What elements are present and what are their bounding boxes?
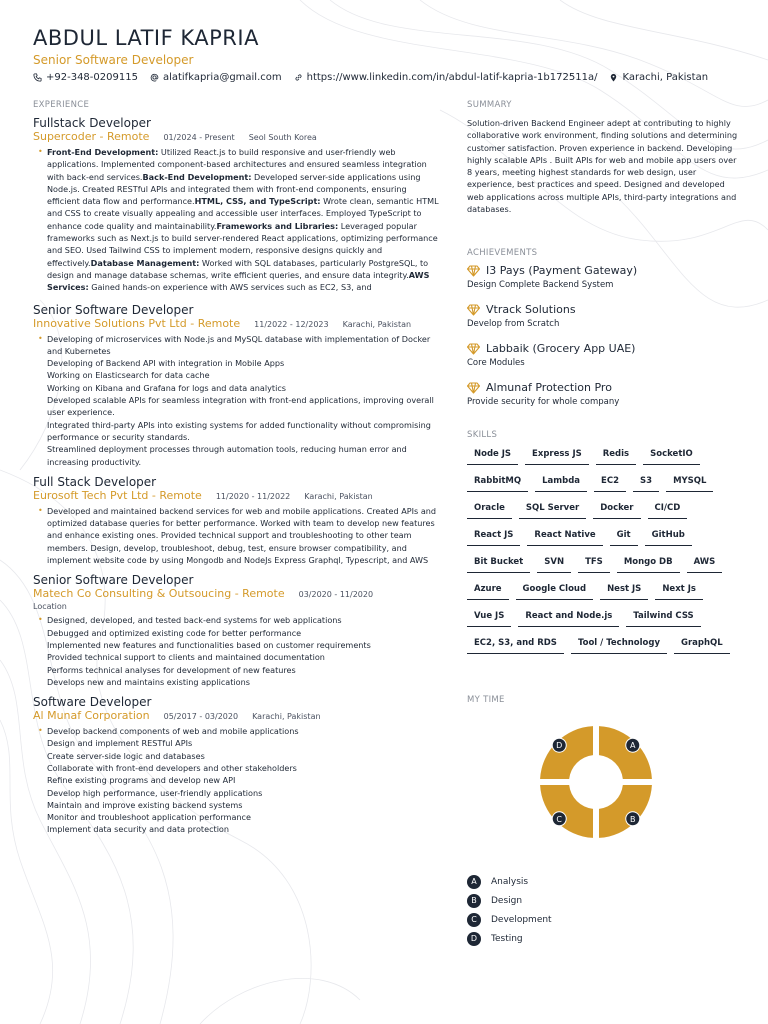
- skill-tag: SVN: [537, 555, 571, 573]
- job-bullet: Debugged and optimized existing code for better performance: [47, 627, 302, 638]
- donut-marker-label: A: [630, 741, 636, 751]
- donut-segment-d: [540, 726, 593, 779]
- job-company: Al Munaf Corporation: [33, 709, 150, 723]
- skill-tag: S3: [633, 474, 659, 492]
- job-company: Innovative Solutions Pvt Ltd - Remote: [33, 316, 241, 330]
- donut-segment-b: [599, 785, 652, 838]
- skill-tag: Google Cloud: [516, 582, 594, 600]
- skill-tag: React and Node.js: [518, 609, 619, 627]
- donut-segment-a: [599, 726, 652, 779]
- bullet-bold-label: HTML, CSS, and TypeScript:: [194, 196, 321, 207]
- achievement-desc: Develop from Scratch: [467, 319, 560, 329]
- skill-row: [467, 582, 742, 600]
- skill-tag: Express JS: [525, 447, 589, 465]
- job-company: Matech Co Consulting & Outsoucing - Remote: [33, 587, 285, 601]
- job-bullet: Develops new and maintains existing applications: [47, 676, 250, 687]
- job-bullets: [33, 146, 441, 294]
- skill-row: [467, 501, 742, 519]
- skill-tag: EC2: [594, 474, 626, 492]
- legend-marker: D: [467, 932, 481, 946]
- phone-text: +92-348-0209115: [46, 72, 138, 83]
- job-company: Eurosoft Tech Pvt Ltd - Remote: [33, 488, 202, 502]
- job-bullet: Streamlined deployment processes through automation tools, reducing human error and increasing productivity.: [47, 444, 407, 467]
- skill-tag: Node JS: [467, 447, 518, 465]
- job-bullet: Refine existing programs and develop new API: [47, 775, 236, 786]
- job-entry: [33, 303, 441, 468]
- bullet-bold-label: Back-End Development:: [142, 171, 252, 182]
- achievement-desc: Design Complete Backend System: [467, 280, 614, 290]
- linkedin-contact[interactable]: [294, 72, 598, 83]
- skill-tag: Git: [610, 528, 638, 546]
- candidate-role: Senior Software Developer: [33, 53, 194, 67]
- skill-tag: Docker: [593, 501, 640, 519]
- my-time-heading: MY TIME: [467, 695, 505, 705]
- time-donut-chart: [531, 726, 661, 838]
- summary-heading: SUMMARY: [467, 100, 512, 110]
- achievement-item: [467, 381, 737, 408]
- job-location: Location: [33, 602, 67, 612]
- skill-tag: Mongo DB: [617, 555, 680, 573]
- achievement-desc: Core Modules: [467, 358, 525, 368]
- job-entry: [33, 475, 441, 566]
- skill-row: [467, 447, 742, 465]
- skill-tag: CI/CD: [648, 501, 688, 519]
- job-bullet: • Developing of microservices with Node.js and MySQL database with implementation of Docker and Kubernetes: [47, 333, 441, 358]
- job-entry: [33, 695, 441, 836]
- job-bullet: Implement data security and data protection: [47, 824, 230, 835]
- job-entry: [33, 573, 441, 688]
- linkedin-text: https://www.linkedin.com/in/abdul-latif-kapria-1b172511a/: [306, 72, 598, 83]
- skill-tag: SQL Server: [519, 501, 586, 519]
- job-bullet: Working on Elasticsearch for data cache: [47, 370, 210, 381]
- experience-heading: EXPERIENCE: [33, 100, 90, 110]
- legend-label: Analysis: [491, 876, 529, 887]
- job-bullet: Monitor and troubleshoot application performance: [47, 812, 251, 823]
- email-contact[interactable]: [150, 72, 282, 83]
- link-icon: [294, 73, 303, 82]
- job-dates: 05/2017 - 03/2020: [163, 712, 239, 722]
- legend-label: Development: [491, 914, 552, 925]
- skill-tag: React JS: [467, 528, 520, 546]
- job-bullet: Performs technical analyses for development of new features: [47, 664, 296, 675]
- legend-label: Testing: [491, 933, 523, 944]
- achievement-item: [467, 264, 737, 291]
- achievement-title: Almunaf Protection Pro: [486, 381, 612, 394]
- job-dates: 01/2024 - Present: [163, 133, 235, 142]
- job-bullet: • Designed, developed, and tested back-end systems for web applications: [47, 614, 441, 626]
- diamond-icon: [467, 304, 480, 316]
- job-location: Karachi, Pakistan: [304, 491, 373, 501]
- job-title: Senior Software Developer: [33, 302, 194, 317]
- skill-tag: Bit Bucket: [467, 555, 530, 573]
- job-company: Supercoder - Remote: [33, 130, 150, 143]
- job-location: Seol South Korea: [248, 133, 317, 142]
- legend-item: [467, 910, 552, 929]
- skill-tag: Azure: [467, 582, 509, 600]
- skill-tag: React Native: [527, 528, 602, 546]
- achievement-title: I3 Pays (Payment Gateway): [486, 264, 638, 277]
- skill-tag: Redis: [596, 447, 636, 465]
- skill-tag: Vue JS: [467, 609, 511, 627]
- legend-item: [467, 872, 552, 891]
- job-title: Full Stack Developer: [33, 474, 157, 489]
- phone-contact[interactable]: [33, 72, 138, 83]
- skill-tag: Lambda: [535, 474, 587, 492]
- at-icon: [150, 73, 159, 82]
- skill-tag: Oracle: [467, 501, 512, 519]
- contact-bar: [33, 72, 708, 83]
- job-bullet: Developing of Backend API with integration in Mobile Apps: [47, 358, 285, 369]
- bullet-bold-label: Database Management:: [90, 257, 200, 268]
- job-bullet: Maintain and improve existing backend systems: [47, 799, 243, 810]
- job-location: Karachi, Pakistan: [252, 712, 321, 722]
- job-bullet: Create server-side logic and databases: [47, 750, 205, 761]
- legend-marker: B: [467, 894, 481, 908]
- job-bullets: [33, 505, 441, 566]
- donut-segment-c: [540, 785, 593, 838]
- donut-marker-label: C: [556, 814, 563, 824]
- skill-tag: Tool / Technology: [571, 636, 667, 654]
- skill-tag: GraphQL: [674, 636, 730, 654]
- legend-item: [467, 929, 552, 948]
- job-location: Karachi, Pakistan: [342, 319, 412, 329]
- job-dates: 11/2020 - 11/2022: [215, 491, 291, 501]
- diamond-icon: [467, 343, 480, 355]
- bullet-bold-label: AWS Services:: [47, 269, 430, 293]
- skill-tag: MYSQL: [666, 474, 713, 492]
- time-legend: [467, 872, 552, 948]
- email-text: alatifkapria@gmail.com: [162, 72, 282, 83]
- job-dates: 03/2020 - 11/2020: [298, 590, 374, 600]
- job-bullet: • Develop backend components of web and mobile applications: [47, 725, 441, 737]
- skill-tag: AWS: [687, 555, 723, 573]
- skill-tag: GitHub: [645, 528, 692, 546]
- candidate-name: ABDUL LATIF KAPRIA: [33, 26, 259, 50]
- bullet-bold-label: Frameworks and Libraries:: [216, 220, 339, 231]
- skill-tag: EC2, S3, and RDS: [467, 636, 564, 654]
- legend-label: Design: [491, 895, 523, 906]
- job-bullet: Develop high performance, user-friendly applications: [47, 787, 263, 798]
- job-title: Software Developer: [33, 695, 152, 710]
- job-bullet: • Front-End Development: Utilized React.js to build responsive and user-friendly web applications. Implemented component-based architectures and ensured seamless integration with back-end services.Back-End Development: Developed server-side applications using Node.js. Created RESTful APIs and integrated them with front-end components, ensuring efficient data flow and performance.HTML, CSS, and TypeScript: Wrote clean, semantic HTML and CSS to create visually appealing and accessible user interfaces. Employed TypeScript to enhance code quality and maintainability.Frameworks and Libraries: Leveraged popular frameworks such as Next.js to build server-rendered React applications, optimizing performance and SEO. Used Tailwind CSS to implement modern, responsive designs quickly and effectively.Database Management: Worked with SQL databases, particularly PostgreSQL, to design and manage database schemas, write efficient queries, and ensure data integrity.AWS Services: Gained hands-on experience with AWS services such as EC2, S3, and: [47, 146, 441, 294]
- diamond-icon: [467, 382, 480, 394]
- job-bullet: Integrated third-party APIs into existing systems for added functionality without compromising performance or security standards.: [47, 419, 431, 442]
- job-bullet: Provided technical support to clients and maintained documentation: [47, 652, 325, 663]
- job-bullets: [33, 725, 441, 836]
- experience-list: [33, 116, 441, 843]
- job-entry: [33, 116, 441, 294]
- legend-marker: C: [467, 913, 481, 927]
- job-bullet: Implemented new features and functionalities based on customer requirements: [47, 639, 371, 650]
- job-title: Senior Software Developer: [33, 573, 194, 588]
- location-pin-icon: [609, 73, 618, 82]
- skills-list: [467, 447, 742, 663]
- skills-heading: SKILLS: [467, 430, 498, 440]
- job-dates: 11/2022 - 12/2023: [254, 319, 329, 329]
- summary-text: Solution-driven Backend Engineer adept at contributing to highly collaborative work environment, finding solutions and determining customer satisfaction. Proven experience in backend. Developing highly scalable APIs . Built APIs for web and mobile app users over 8 years, meeting highest standards for web design, user experience, best practices and speed. Designed and developed web applications across multiple APIs, third-party integrations and databases.: [467, 118, 738, 215]
- skill-row: [467, 609, 742, 627]
- job-bullet: Collaborate with front-end developers and other stakeholders: [47, 762, 297, 773]
- job-bullet: Developed scalable APIs for seamless integration with front-end applications, improving overall user experience.: [47, 395, 434, 418]
- location-text: Karachi, Pakistan: [622, 72, 709, 83]
- job-bullet: • Developed and maintained backend services for web and mobile applications. Created APIs and optimized database queries for better performance. Worked with team to develop new features and enhance existing ones. Provided technical support and troubleshooting to other team members. Design, develop, troubleshoot, debug, test, ensure browser compatibility, and implement website code by using Mongodb and NodeJs Express Graphql, Typescript, and AWS: [47, 505, 441, 566]
- bullet-bold-label: Front-End Development:: [47, 147, 159, 157]
- achievement-item: [467, 342, 737, 369]
- diamond-icon: [467, 265, 480, 277]
- phone-icon: [33, 73, 42, 82]
- skill-row: [467, 636, 742, 654]
- skill-tag: Next Js: [655, 582, 703, 600]
- achievement-desc: Provide security for whole company: [467, 397, 620, 407]
- achievement-item: [467, 303, 737, 330]
- skill-row: [467, 555, 742, 573]
- achievements-heading: ACHIEVEMENTS: [467, 248, 538, 258]
- donut-marker-label: D: [556, 741, 563, 751]
- legend-item: [467, 891, 552, 910]
- job-title: Fullstack Developer: [33, 116, 151, 130]
- skill-tag: Nest JS: [600, 582, 648, 600]
- legend-marker: A: [467, 875, 481, 889]
- skill-row: [467, 474, 742, 492]
- job-bullet: Design and implement RESTful APIs: [47, 738, 193, 749]
- skill-tag: RabbitMQ: [467, 474, 528, 492]
- skill-tag: SocketIO: [643, 447, 700, 465]
- location-contact: [609, 72, 708, 83]
- donut-marker-label: B: [630, 814, 636, 824]
- achievement-title: Labbaik (Grocery App UAE): [486, 342, 636, 355]
- job-bullets: [33, 333, 441, 468]
- skill-tag: Tailwind CSS: [626, 609, 700, 627]
- job-bullet: Working on Kibana and Grafana for logs and data analytics: [47, 382, 286, 393]
- skill-row: [467, 528, 742, 546]
- achievements-list: [467, 264, 737, 420]
- job-bullets: [33, 614, 441, 688]
- achievement-title: Vtrack Solutions: [486, 303, 576, 316]
- skill-tag: TFS: [578, 555, 610, 573]
